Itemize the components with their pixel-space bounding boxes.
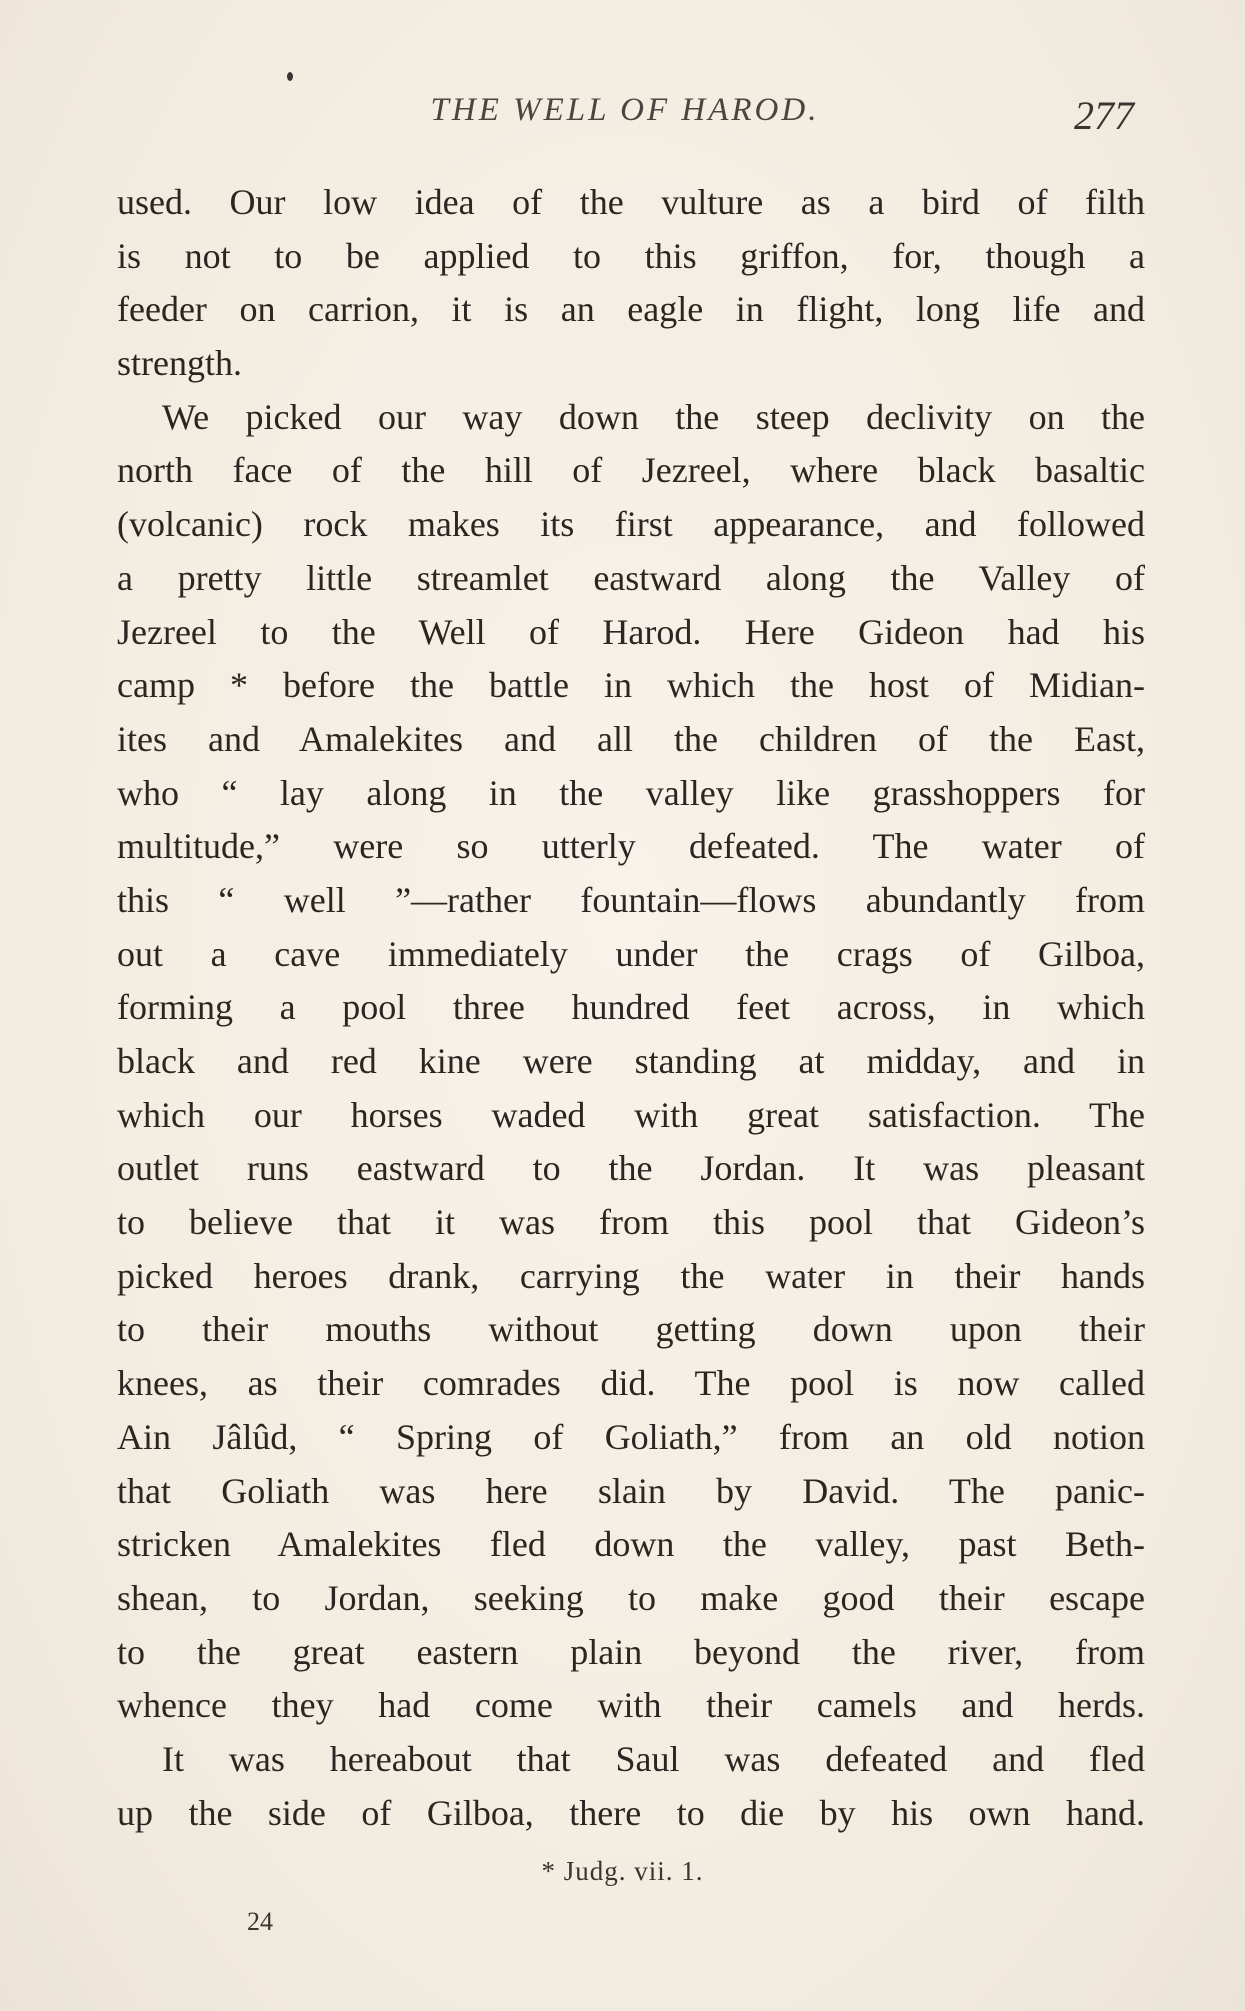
page-number: 277 [1074,93,1134,138]
text-line: strength. [117,343,242,384]
text-line: a pretty little streamlet eastward along the Valley of [117,557,1145,598]
text-line: this “ well ”—rather fountain—flows abundantly from [117,879,1145,920]
text-line: multitude,” were so utterly defeated. The water of [117,826,1145,867]
text-line: We picked our way down the steep declivity on the [162,396,1145,437]
text-line: forming a pool three hundred feet across, in which [117,987,1145,1028]
text-line: is not to be applied to this griffon, for, though a [117,235,1145,276]
text-line: that Goliath was here slain by David. The panic- [117,1470,1145,1511]
text-line: feeder on carrion, it is an eagle in flight, long life and [117,289,1145,330]
footnote: * Judg. vii. 1. [541,1856,704,1886]
text-line: Ain Jâlûd, “ Spring of Goliath,” from an old notion [117,1416,1145,1457]
ink-speck [287,72,293,81]
text-line: who “ lay along in the valley like grasshoppers for [117,772,1145,813]
text-line: It was hereabout that Saul was defeated and fled [162,1738,1145,1779]
text-line: picked heroes drank, carrying the water in their hands [117,1255,1145,1296]
text-line: to the great eastern plain beyond the river, from [117,1631,1145,1672]
text-line: Jezreel to the Well of Harod. Here Gideon had his [117,611,1145,652]
text-line: whence they had come with their camels and herds. [117,1685,1145,1726]
text-line: outlet runs eastward to the Jordan. It was pleasant [117,1148,1145,1189]
text-line: to their mouths without getting down upon their [117,1309,1145,1350]
body-text [117,176,1145,1840]
text-line: to believe that it was from this pool that Gideon’s [117,1202,1145,1243]
text-line: knees, as their comrades did. The pool is now called [117,1363,1145,1404]
signature-mark: 24 [247,1907,273,1936]
text-line: which our horses waded with great satisfaction. The [117,1094,1145,1135]
running-head: THE WELL OF HAROD. [430,92,820,128]
text-line: stricken Amalekites fled down the valley, past Beth- [117,1524,1145,1565]
text-line: up the side of Gilboa, there to die by his own hand. [117,1792,1145,1833]
text-line: used. Our low idea of the vulture as a bird of filth [117,182,1145,222]
text-line: out a cave immediately under the crags of Gilboa, [117,933,1145,974]
text-line: north face of the hill of Jezreel, where black basaltic [117,450,1145,491]
text-line: ites and Amalekites and all the children of the East, [117,718,1145,759]
text-line: shean, to Jordan, seeking to make good their escape [117,1577,1145,1618]
text-line: black and red kine were standing at midday, and in [117,1041,1145,1081]
text-line: (volcanic) rock makes its first appearance, and followed [117,504,1145,545]
text-line: camp * before the battle in which the host of Midian- [117,665,1145,706]
